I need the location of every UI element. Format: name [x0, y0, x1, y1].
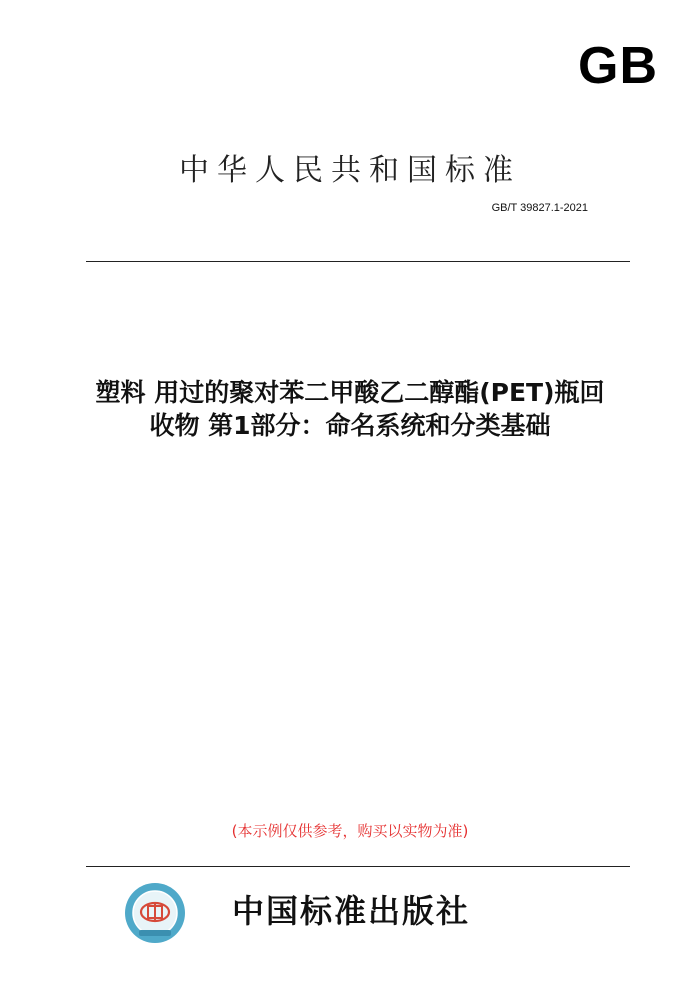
- national-standard-heading: 中华人民共和国标准: [179, 153, 521, 188]
- top-divider: [86, 261, 630, 262]
- title-line-1: 塑料 用过的聚对苯二甲酸乙二醇酯(PET)瓶回: [95, 378, 605, 407]
- gb-logo: GB: [578, 37, 658, 95]
- sample-notice: (本示例仅供参考，购买以实物为准): [231, 822, 469, 840]
- publisher-name: 中国标准出版社: [232, 892, 471, 930]
- bottom-divider: [86, 866, 630, 867]
- standard-code: GB/T 39827.1-2021: [491, 202, 588, 214]
- publisher-emblem-icon: [124, 882, 186, 944]
- document-title: [40, 376, 660, 442]
- title-line-2: 收物 第1部分：命名系统和分类基础: [149, 411, 551, 440]
